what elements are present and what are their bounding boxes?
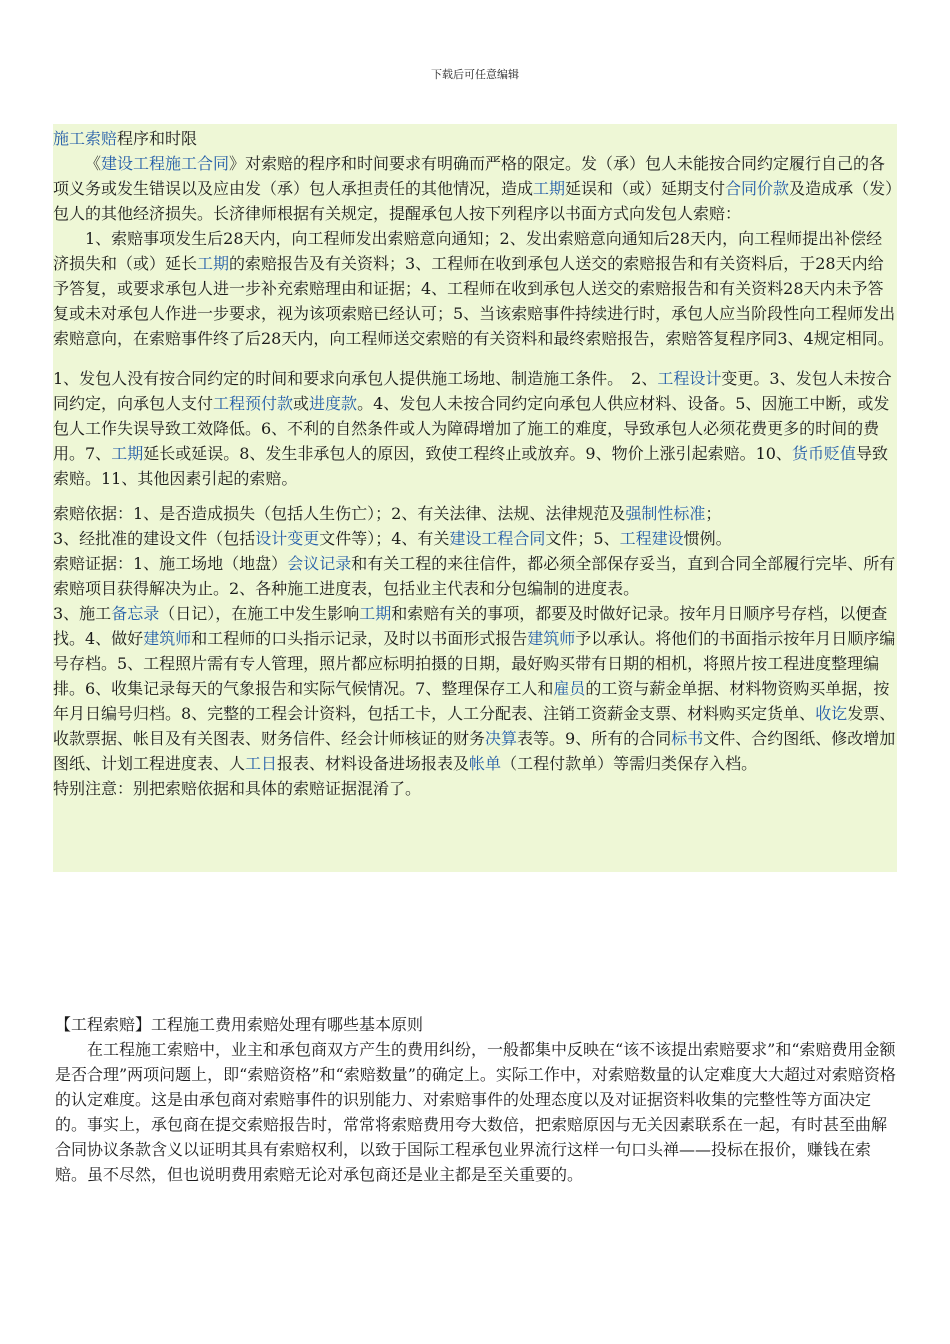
page-header: 下载后可任意编辑 [431,68,519,81]
link-bill[interactable]: 帐单 [469,754,502,773]
claim-causes: 1、发包人没有按合同约定的时间和要求向承包人提供施工场地、制造施工条件。 2、工程设计变更。3、发包人未按合同约定，向承包人支付工程预付款或进度款。4、发包人未按合同约定向承包人供应材料、设备。5、因施工中断，或发包人工作失误导致工效降低。6、不利的自然条件或人为障碍增加了施工的难度，导致承包人必须花费更多的时间的费用。7、工期延长或延误。8、发生非承包人的原因，致使工程终止或放弃。9、物价上涨引起索赔。10、货币贬值导致索赔。11、其他因素引起的索赔。 [53,369,892,488]
cost-claim-section [55,1012,897,1187]
link-workday[interactable]: 工日 [245,754,278,773]
link-schedule[interactable]: 工期 [197,254,230,273]
link-engineering-design[interactable]: 工程设计 [657,369,722,388]
link-currency-devaluation[interactable]: 货币贬值 [791,444,856,463]
link-architect[interactable]: 建筑师 [143,629,192,648]
claim-basis-line-2: 3、经批准的建设文件（包括设计变更文件等）；4、有关建设工程合同文件；5、工程建设惯例。 [53,529,732,548]
link-employee[interactable]: 雇员 [553,679,586,698]
link-final-accounts[interactable]: 决算 [485,729,518,748]
link-progress-payment[interactable]: 进度款 [309,394,358,413]
link-tender-document[interactable]: 标书 [671,729,704,748]
link-construction-contract[interactable]: 建设工程施工合同 [101,154,230,173]
link-construction-contract-2[interactable]: 建设工程合同 [449,529,546,548]
claim-evidence-2: 3、施工备忘录（日记），在施工中发生影响工期和索赔有关的事项，都要及时做好记录。按年月日顺序号存档，以便查找。4、做好建筑师和工程师的口头指示记录，及时以书面形式报告建筑师予以承认。将他们的书面指示按年月日顺序编号存档。5、工程照片需有专人管理，照片都应标明拍摄的日期，最好购买带有日期的相机，将照片按工程进度整理编排。6、收集记录每天的气象报告和实际气候情况。7、整理保存工人和雇员的工资与薪金单据、材料物资购买单据，按年月日编号归档。8、完整的工程会计资料，包括工卡，人工分配表、注销工资薪金支票、材料购买定货单、收讫发票、收款票据、帐目及有关图表、财务信件、经会计师核证的财务决算表等。9、所有的合同标书文件、合约图纸、修改增加图纸、计划工程进度表、人工日报表、材料设备进场报表及帐单（工程付款单）等需归类保存入档。 [53,604,896,773]
claim-basis-line-1: 索赔依据：1、是否造成损失（包括人生伤亡）；2、有关法律、法规、法律规范及强制性标准； [53,504,722,523]
link-schedule[interactable]: 工期 [111,444,144,463]
section2-title: 【工程索赔】工程施工费用索赔处理有哪些基本原则 [55,1015,424,1034]
link-advance-payment[interactable]: 工程预付款 [213,394,294,413]
link-received[interactable]: 收讫 [815,704,848,723]
procedure-steps: 1、索赔事项发生后28天内，向工程师发出索赔意向通知；2、发出索赔意向通知后28天内，向工程师提出补偿经济损失和（或）延长工期的索赔报告及有关资料；3、工程师在收到承包人送交的索赔报告和有关资料后，于28天内给予答复，或要求承包人进一步补充索赔理由和证据；4、工程师在收到承包人送交的索赔报告和有关资料28天内未予答复或未对承包人作进一步要求，视为该项索赔已经认可；5、当该索赔事件持续进行时，承包人应当阶段性向工程师发出索赔意向，在索赔事件终了后28天内，向工程师送交索赔的有关资料和最终索赔报告，索赔答复程序同3、4规定相同。 [53,229,896,348]
link-construction-claim[interactable]: 施工索赔 [53,129,118,148]
link-contract-price[interactable]: 合同价款 [725,179,790,198]
section2-body: 在工程施工索赔中，业主和承包商双方产生的费用纠纷，一般都集中反映在“该不该提出索赔要求”和“索赔费用金额是否合理”两项问题上，即“索赔资格”和“索赔数量”的确定上。实际工作中，对索赔数量的认定难度大大超过对索赔资格的认定难度。这是由承包商对索赔事件的识别能力、对索赔事件的处理态度以及对证据资料收集的完整性等方面决定的。事实上，承包商在提交索赔报告时，常常将索赔费用夸大数倍，把索赔原因与无关因素联系在一起，有时甚至曲解合同协议条款含义以证明其具有索赔权利，以致于国际工程承包业界流行这样一句口头禅——投标在报价，赚钱在索赔。虽不尽然，但也说明费用索赔无论对承包商还是业主都是至关重要的。 [55,1040,896,1184]
claim-evidence-1: 索赔证据：1、施工场地（地盘）会议记录和有关工程的来往信件，都必须全部保存妥当，直到合同全部履行完毕、所有索赔项目获得解决为止。2、各种施工进度表，包括业主代表和分包编制的进度表。 [53,554,896,598]
link-schedule[interactable]: 工期 [533,179,566,198]
special-note: 特别注意：别把索赔依据和具体的索赔证据混淆了。 [53,779,422,798]
highlighted-section [53,124,897,872]
section-title: 施工索赔程序和时限 [53,129,198,148]
link-schedule[interactable]: 工期 [359,604,392,623]
link-mandatory-standard[interactable]: 强制性标准 [625,504,706,523]
link-design-change[interactable]: 设计变更 [255,529,320,548]
link-engineering-construction[interactable]: 工程建设 [619,529,684,548]
link-meeting-minutes[interactable]: 会议记录 [287,554,352,573]
intro-paragraph: 《建设工程施工合同》对索赔的程序和时间要求有明确而严格的限定。发（承）包人未能按合同约定履行自己的各项义务或发生错误以及应由发（承）包人承担责任的其他情况，造成工期延误和（或）延期支付合同价款及造成承（发）包人的其他经济损失。长济律师根据有关规定，提醒承包人按下列程序以书面方式向发包人索赔： [53,154,894,223]
link-memorandum[interactable]: 备忘录 [111,604,160,623]
link-architect[interactable]: 建筑师 [527,629,576,648]
